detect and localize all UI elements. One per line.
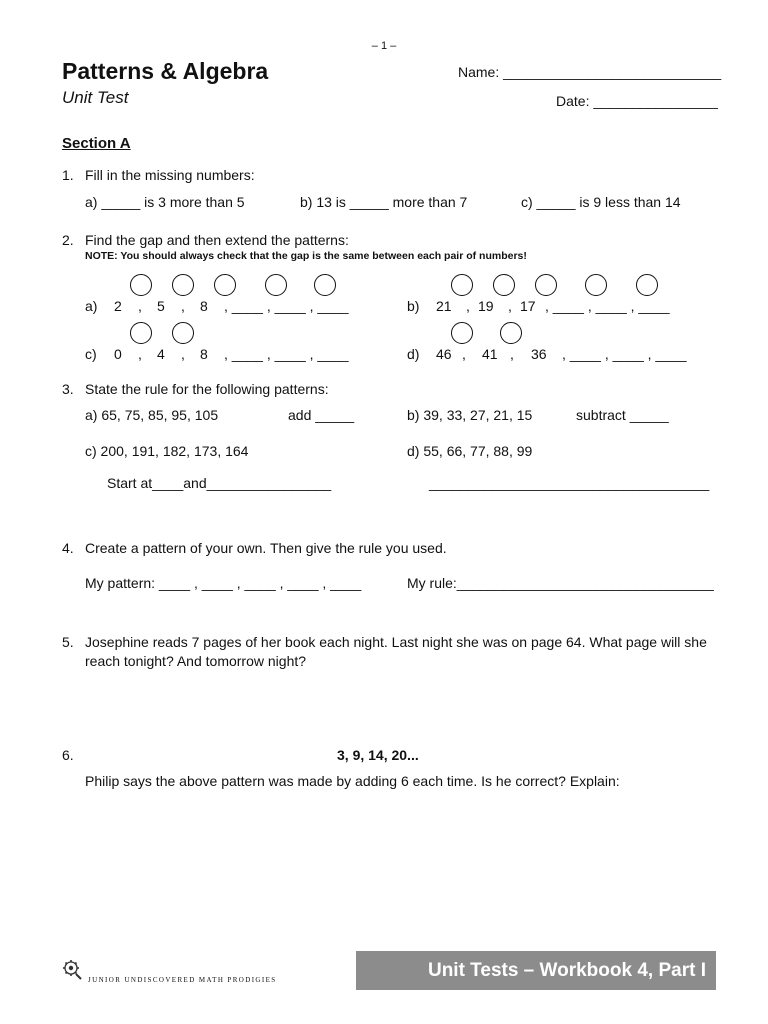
q5-number: 5. [62, 634, 74, 650]
q2c-label: c) [85, 346, 97, 362]
q4-rule[interactable]: My rule:_________________________________ [407, 575, 714, 591]
q2a-blanks[interactable]: , ____ , ____ , ____ [224, 298, 349, 314]
gap-circle[interactable] [172, 322, 194, 344]
q4-pattern[interactable]: My pattern: ____ , ____ , ____ , ____ , ____ [85, 575, 362, 591]
gear-bulb-icon [62, 959, 84, 981]
q3-number: 3. [62, 381, 74, 397]
q2d-blanks[interactable]: , ____ , ____ , ____ [562, 346, 687, 362]
name-field[interactable]: Name: ____________________________ [458, 64, 722, 80]
q2d-n1: 46 [436, 346, 452, 362]
q2b-n3: 17 [520, 298, 536, 314]
q2a-n1: 2 [114, 298, 122, 314]
q1a-item: a) _____ is 3 more than 5 [85, 194, 245, 210]
gap-circle[interactable] [535, 274, 557, 296]
footer-banner-text: Unit Tests – Workbook 4, Part I [427, 959, 706, 981]
q6-number: 6. [62, 747, 74, 763]
q3-prompt: State the rule for the following patterns: [85, 381, 329, 397]
q2b-comma: , [466, 298, 470, 314]
q1-number: 1. [62, 167, 74, 183]
q3c-item: c) 200, 191, 182, 173, 164 [85, 443, 249, 459]
q2-number: 2. [62, 232, 74, 248]
q2c-n2: 4 [157, 346, 165, 362]
q3a-rule[interactable]: add _____ [288, 407, 355, 423]
q2d-n3: 36 [531, 346, 547, 362]
q2b-label: b) [407, 298, 420, 314]
q2-note: NOTE: You should always check that the gap is the same between each pair of numbers! [85, 250, 527, 262]
q2c-n1: 0 [114, 346, 122, 362]
logo-mark [62, 959, 84, 984]
q3d-item: d) 55, 66, 77, 88, 99 [407, 443, 533, 459]
gap-circle[interactable] [130, 274, 152, 296]
footer-banner [356, 951, 716, 990]
q6-prompt: Philip says the above pattern was made by adding 6 each time. Is he correct? Explain: [85, 773, 620, 789]
date-field[interactable]: Date: ________________ [556, 93, 718, 109]
q2d-comma: , [462, 346, 466, 362]
page-subtitle: Unit Test [62, 88, 129, 107]
gap-circle[interactable] [451, 322, 473, 344]
q2a-n3: 8 [200, 298, 208, 314]
q6-sequence: 3, 9, 14, 20... [337, 747, 419, 763]
logo-text: JUNIOR UNDISCOVERED MATH PRODIGIES [88, 976, 277, 984]
q2b-comma: , [508, 298, 512, 314]
q2c-comma: , [138, 346, 142, 362]
q2a-label: a) [85, 298, 98, 314]
q3d-answer[interactable]: ____________________________________ [429, 475, 710, 491]
gap-circle[interactable] [636, 274, 658, 296]
q2-prompt: Find the gap and then extend the patterns: [85, 232, 349, 248]
q2d-label: d) [407, 346, 420, 362]
q2c-blanks[interactable]: , ____ , ____ , ____ [224, 346, 349, 362]
q3c-answer[interactable]: Start at____and________________ [107, 475, 332, 491]
q2a-comma: , [181, 298, 185, 314]
q2a-n2: 5 [157, 298, 165, 314]
page-title: Patterns & Algebra [62, 58, 269, 84]
q3b-item: b) 39, 33, 27, 21, 15 [407, 407, 533, 423]
q2a-comma: , [138, 298, 142, 314]
gap-circle[interactable] [214, 274, 236, 296]
gap-circle[interactable] [500, 322, 522, 344]
gap-circle[interactable] [130, 322, 152, 344]
gap-circle[interactable] [585, 274, 607, 296]
section-heading: Section A [62, 135, 131, 152]
gap-circle[interactable] [451, 274, 473, 296]
q1c-item: c) _____ is 9 less than 14 [521, 194, 681, 210]
gap-circle[interactable] [314, 274, 336, 296]
q2b-n2: 19 [478, 298, 494, 314]
gap-circle[interactable] [172, 274, 194, 296]
q4-prompt: Create a pattern of your own. Then give the rule you used. [85, 540, 447, 556]
q1-prompt: Fill in the missing numbers: [85, 167, 255, 183]
q4-number: 4. [62, 540, 74, 556]
q1b-item: b) 13 is _____ more than 7 [300, 194, 468, 210]
q2d-comma: , [510, 346, 514, 362]
q2b-n1: 21 [436, 298, 452, 314]
gap-circle[interactable] [265, 274, 287, 296]
q3a-item: a) 65, 75, 85, 95, 105 [85, 407, 219, 423]
q5-line2: reach tonight? And tomorrow night? [85, 653, 307, 669]
gap-circle[interactable] [493, 274, 515, 296]
q3b-rule[interactable]: subtract _____ [576, 407, 669, 423]
page-number: – 1 – [371, 40, 397, 52]
q2c-comma: , [181, 346, 185, 362]
q2c-n3: 8 [200, 346, 208, 362]
q2b-blanks[interactable]: , ____ , ____ , ____ [545, 298, 670, 314]
q5-line1: Josephine reads 7 pages of her book each night. Last night she was on page 64. What page will she [85, 634, 707, 650]
q2d-n2: 41 [482, 346, 498, 362]
